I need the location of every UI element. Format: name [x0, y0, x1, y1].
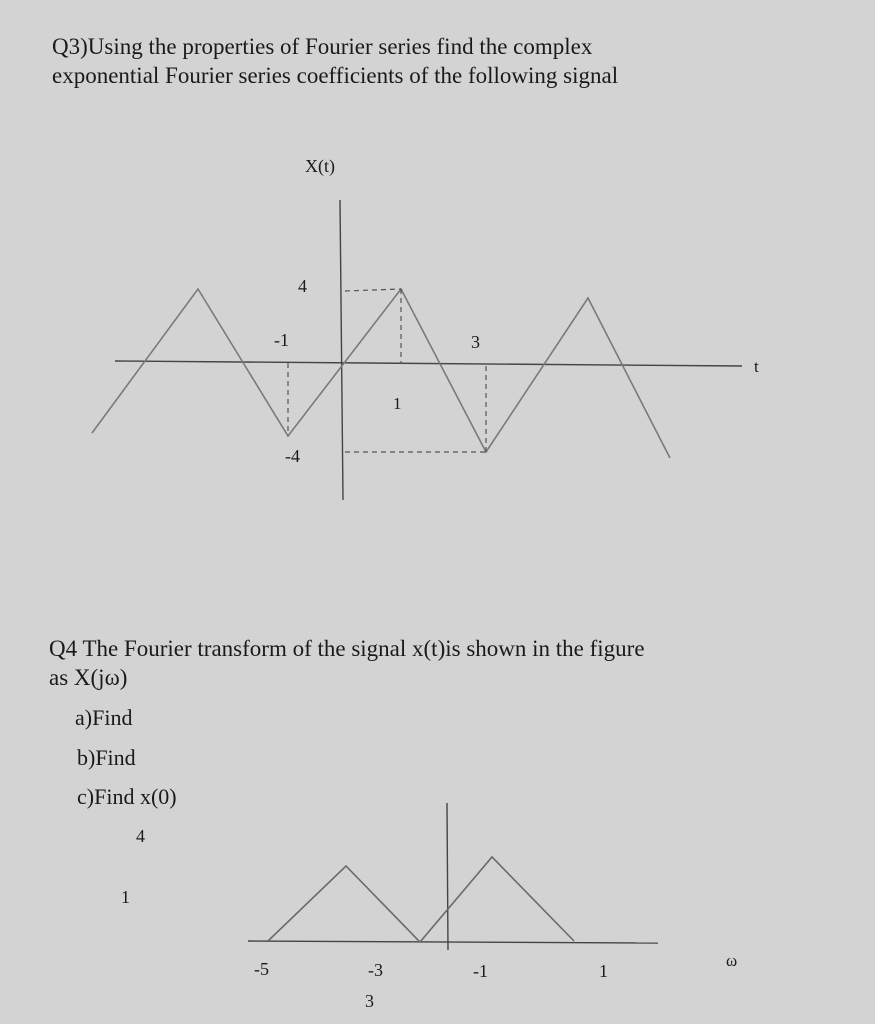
q3-line-2: exponential Fourier series coefficients of the following signal — [52, 63, 619, 88]
fig2-axis-omega: ω — [726, 951, 738, 970]
fig2-tick-neg3: -3 — [368, 960, 383, 980]
q4-part-a: a)Find — [75, 705, 133, 730]
fig2-tick-neg5: -5 — [254, 959, 269, 979]
fig2-label-1: 1 — [121, 887, 130, 907]
fig1-label-neg1: -1 — [274, 330, 289, 350]
fig1-label-3: 3 — [471, 332, 480, 352]
fig2-tick-1: 1 — [599, 961, 608, 981]
fig2-spectrum-curve — [268, 857, 574, 942]
fig1-axis-t: t — [754, 357, 759, 376]
fig2-omega-axis — [248, 941, 658, 943]
q4-part-b: b)Find — [77, 745, 136, 770]
fig2-label-3: 3 — [365, 991, 374, 1011]
q3-line-1: Q3)Using the properties of Fourier series find the complex — [52, 34, 593, 59]
fig2-tick-neg1: -1 — [473, 961, 488, 981]
fig1-label-4: 4 — [298, 276, 307, 296]
fig1-label-neg4: -4 — [285, 446, 300, 466]
q4-line-2: as X(jω) — [49, 665, 128, 690]
q4-part-c: c)Find x(0) — [77, 784, 177, 809]
fig2-vertical-axis — [447, 803, 448, 950]
fig1-label-1: 1 — [393, 394, 402, 413]
fig1-title: X(t) — [305, 156, 335, 176]
q4-line-1: Q4 The Fourier transform of the signal x(t)is shown in the figure — [49, 636, 645, 661]
fig2-label-4: 4 — [136, 826, 145, 846]
